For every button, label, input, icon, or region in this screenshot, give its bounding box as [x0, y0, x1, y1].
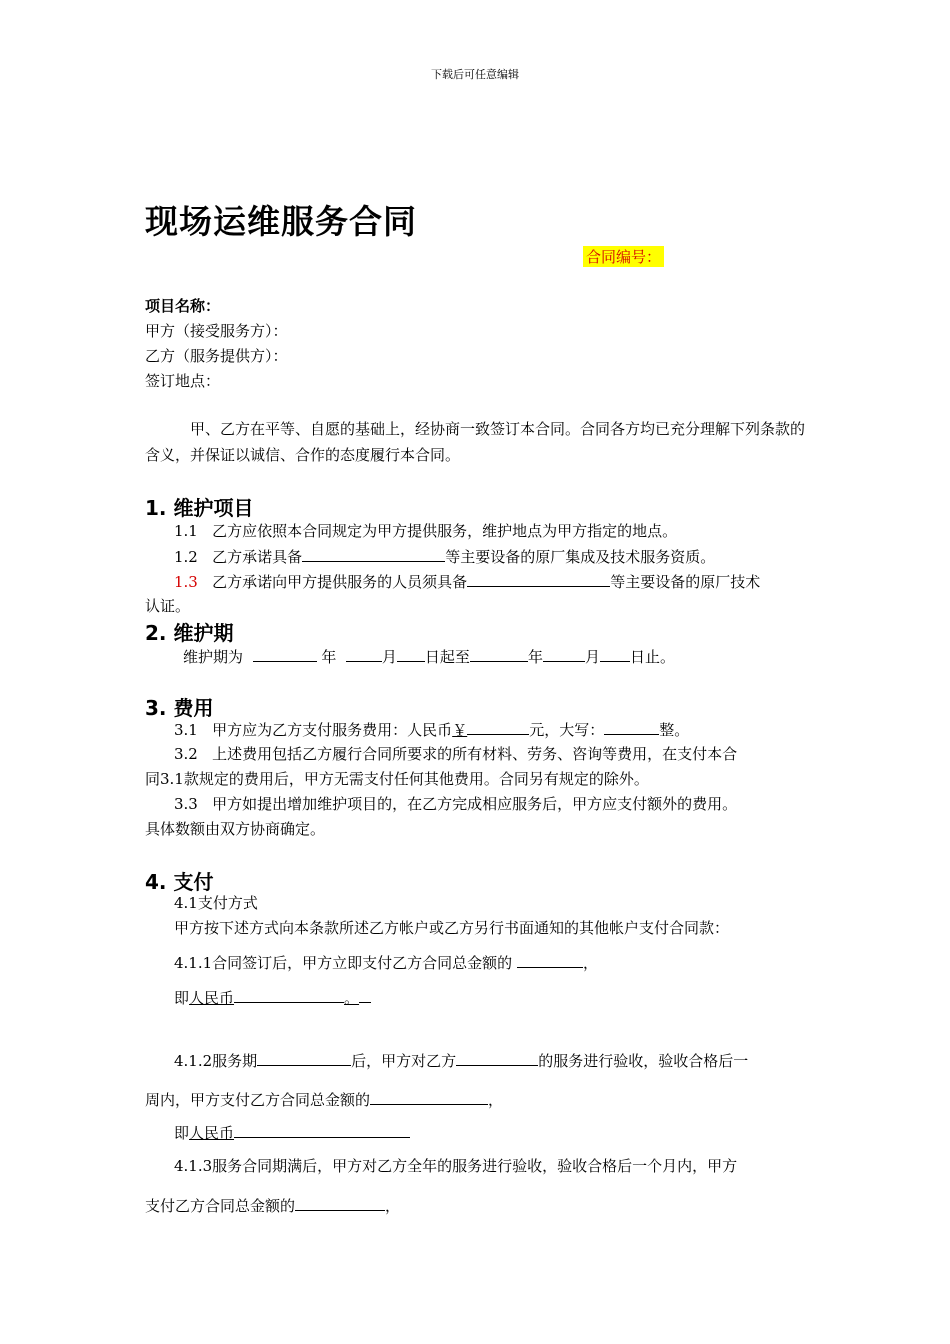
party-a-label: 甲方（接受服务方）： — [145, 322, 288, 340]
clause-1-3 — [174, 570, 760, 593]
header-note: 下载后可任意编辑 — [431, 68, 519, 81]
yen-symbol: ￥ — [452, 721, 468, 739]
clause-number: 1.2 — [174, 548, 198, 566]
period-text: 月 — [381, 648, 397, 666]
end-year-blank[interactable] — [470, 645, 528, 662]
start-day-blank[interactable] — [397, 645, 425, 662]
sign-place-label: 签订地点： — [145, 372, 221, 390]
clause-text: 乙方承诺具备 — [212, 548, 303, 566]
contract-number-label: 合同编号： — [583, 246, 664, 267]
clause-text: 等主要设备的原厂技术 — [610, 573, 761, 591]
clause-text: 等主要设备的原厂集成及技术服务资质。 — [445, 548, 716, 566]
clause-text: 4.1.2服务期 — [174, 1052, 258, 1070]
clause-3-3 — [174, 793, 737, 815]
amount-blank[interactable] — [467, 718, 529, 735]
percentage-blank[interactable] — [517, 951, 583, 968]
service-blank[interactable] — [456, 1049, 538, 1066]
clause-text: 即 — [174, 989, 190, 1007]
clause-4-1-3: 4.1.3服务合同期满后，甲方对乙方全年的服务进行验收，验收合格后一个月内，甲方 — [174, 1157, 738, 1175]
clause-1-1 — [174, 520, 677, 542]
clause-4-1-desc: 甲方按下述方式向本条款所述乙方帐户或乙方另行书面通知的其他帐户支付合同款： — [174, 919, 730, 937]
start-month-blank[interactable] — [346, 645, 382, 662]
clause-4-1-2-cont — [145, 1088, 503, 1111]
end-month-blank[interactable] — [543, 645, 585, 662]
contract-title: 现场运维服务合同 — [145, 202, 417, 241]
clause-text: ， — [385, 1197, 401, 1215]
clause-text: 整。 — [659, 721, 690, 739]
rmb-amount-blank[interactable] — [234, 1121, 410, 1138]
maintenance-period — [183, 645, 675, 668]
amount-in-words-blank[interactable] — [604, 718, 659, 735]
clause-number: 3.2 — [174, 745, 198, 763]
rmb-label: 人民币 — [189, 989, 235, 1007]
clause-text: 。 — [344, 989, 360, 1007]
clause-text: 后，甲方对乙方 — [351, 1052, 457, 1070]
intro-paragraph: 甲、乙方在平等、自愿的基础上，经协商一致签订本合同。合同各方均已充分理解下列条款的含义，并保证以诚信、合作的态度履行本合同。 — [145, 420, 806, 464]
period-text: 日起至 — [424, 648, 470, 666]
clause-text: 乙方承诺向甲方提供服务的人员须具备 — [212, 573, 468, 591]
clause-text: 的服务进行验收，验收合格后一 — [538, 1052, 749, 1070]
section-1-heading: 1. 维护项目 — [145, 496, 254, 520]
clause-number: 3.1 — [174, 721, 198, 739]
clause-1-2 — [174, 545, 715, 568]
blank-field[interactable] — [302, 545, 445, 562]
clause-number: 1.1 — [174, 522, 198, 540]
period-text: 维护期为 — [183, 648, 244, 666]
service-period-blank[interactable] — [257, 1049, 351, 1066]
clause-3-2 — [174, 743, 737, 765]
clause-1-3-cont: 认证。 — [145, 597, 191, 615]
rmb-amount-blank[interactable] — [234, 986, 344, 1003]
percentage-blank[interactable] — [370, 1088, 488, 1105]
clause-text: ， — [582, 954, 598, 972]
clause-3-3-cont: 具体数额由双方协商确定。 — [145, 820, 326, 838]
clause-text: ， — [488, 1091, 504, 1109]
blank-field[interactable] — [467, 570, 610, 587]
clause-4-1-1-rmb — [174, 986, 371, 1009]
clause-4-1-1 — [174, 951, 598, 974]
section-3-heading: 3. 费用 — [145, 696, 214, 720]
period-text: 月 — [584, 648, 600, 666]
percentage-blank[interactable] — [295, 1194, 385, 1211]
clause-3-1 — [174, 718, 689, 741]
period-text: 日止。 — [629, 648, 675, 666]
underline-tail — [359, 986, 371, 1003]
clause-4-1-3-cont — [145, 1194, 400, 1217]
clause-text: 周内，甲方支付乙方合同总金额的 — [145, 1091, 371, 1109]
clause-text: 即 — [174, 1124, 190, 1142]
project-name-label: 项目名称： — [145, 297, 221, 315]
end-day-blank[interactable] — [600, 645, 630, 662]
period-text: 年 — [321, 648, 337, 666]
clause-4-1-2-rmb — [174, 1121, 410, 1144]
rmb-label: 人民币 — [189, 1124, 235, 1142]
party-b-label: 乙方（服务提供方）： — [145, 347, 288, 365]
clause-text: 甲方如提出增加维护项目的，在乙方完成相应服务后，甲方应支付额外的费用。 — [212, 795, 738, 813]
clause-3-2-cont: 同3.1款规定的费用后，甲方无需支付任何其他费用。合同另有规定的除外。 — [145, 770, 649, 788]
start-year-blank[interactable] — [253, 645, 317, 662]
clause-number: 3.3 — [174, 795, 198, 813]
clause-text: 乙方应依照本合同规定为甲方提供服务，维护地点为甲方指定的地点。 — [212, 522, 678, 540]
clause-text: 元，大写： — [529, 721, 605, 739]
clause-text: 上述费用包括乙方履行合同所要求的所有材料、劳务、咨询等费用，在支付本合 — [212, 745, 738, 763]
clause-4-1-2 — [174, 1049, 748, 1072]
period-text: 年 — [527, 648, 543, 666]
section-4-heading: 4. 支付 — [145, 870, 214, 894]
clause-text: 4.1.1合同签订后，甲方立即支付乙方合同总金额的 — [174, 954, 513, 972]
clause-text: 甲方应为乙方支付服务费用：人民币 — [212, 721, 453, 739]
clause-number: 1.3 — [174, 573, 198, 591]
clause-4-1: 4.1支付方式 — [174, 894, 258, 912]
section-2-heading: 2. 维护期 — [145, 621, 234, 645]
clause-text: 支付乙方合同总金额的 — [145, 1197, 296, 1215]
